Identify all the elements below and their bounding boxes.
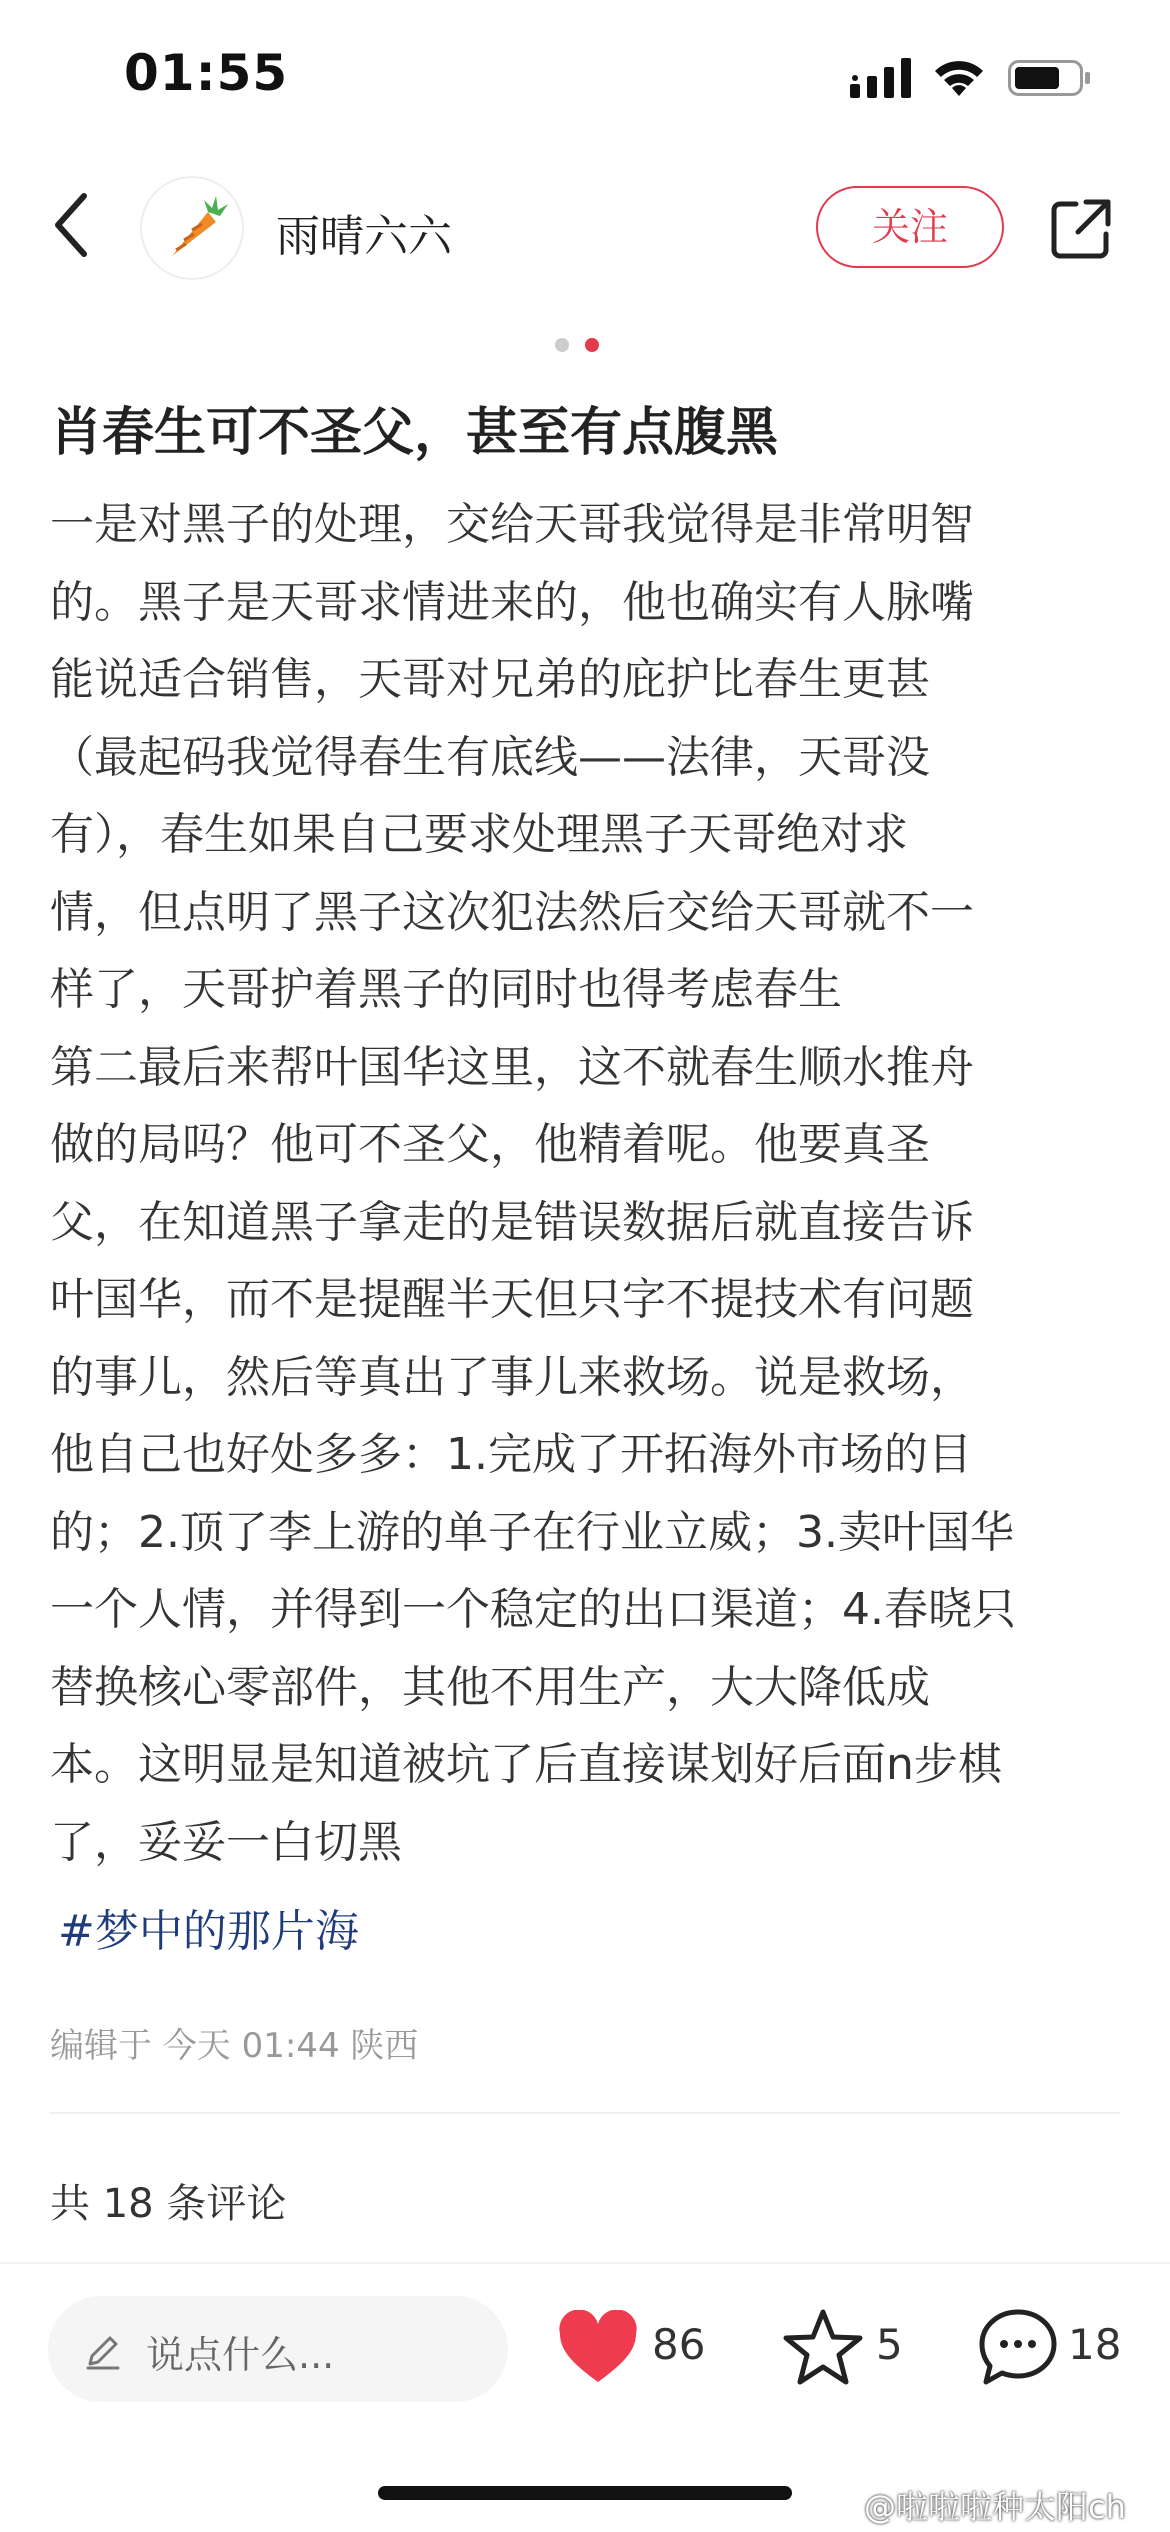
body-line: 样了，天哥护着黑子的同时也得考虑春生 bbox=[50, 964, 842, 1015]
divider bbox=[50, 2112, 1120, 2114]
carrot-icon bbox=[142, 178, 242, 278]
cellular-signal-icon bbox=[850, 58, 914, 98]
pager-dot-active bbox=[585, 338, 599, 352]
body-line: 的事儿，然后等真出了事儿来救场。说是救场， bbox=[50, 1351, 974, 1403]
pager-dot bbox=[555, 338, 569, 352]
image-pager-dots bbox=[555, 338, 605, 352]
share-icon[interactable] bbox=[1048, 196, 1114, 262]
body-line: 第二最后来帮叶国华这里，这不就春生顺水推舟 bbox=[50, 1041, 974, 1093]
author-name[interactable]: 雨晴六六 bbox=[276, 211, 452, 262]
star-icon[interactable] bbox=[780, 2306, 866, 2388]
collect-count: 5 bbox=[876, 2320, 903, 2369]
follow-button[interactable]: 关注 bbox=[816, 186, 1004, 268]
body-line: 能说适合销售，天哥对兄弟的庇护比春生更甚 bbox=[50, 654, 930, 705]
body-line: 父，在知道黑子拿走的是错误数据后就直接告诉 bbox=[50, 1196, 974, 1248]
body-line: 叶国华，而不是提醒半天但只字不提技术有问题 bbox=[50, 1274, 974, 1325]
back-arrow-icon[interactable] bbox=[50, 190, 94, 260]
status-time: 01:55 bbox=[124, 44, 289, 102]
like-count: 86 bbox=[652, 2320, 706, 2369]
edit-meta: 编辑于 今天 01:44 陕西 bbox=[50, 2026, 419, 2066]
comment-count: 18 bbox=[1068, 2320, 1122, 2369]
comment-bubble-icon[interactable] bbox=[976, 2306, 1060, 2388]
comment-total: 共 18 条评论 bbox=[50, 2181, 287, 2227]
body-line: 他自己也好处多多：1.完成了开拓海外市场的目 bbox=[50, 1429, 972, 1480]
body-line: 有），春生如果自己要求处理黑子天哥绝对求 bbox=[50, 809, 908, 860]
comment-input-placeholder: 说点什么... bbox=[146, 2333, 335, 2377]
divider bbox=[0, 2262, 1170, 2264]
body-line: 的；2.顶了李上游的单子在行业立威；3.卖叶国华 bbox=[50, 1506, 1014, 1558]
body-line: 了，妥妥一白切黑 bbox=[50, 1816, 402, 1868]
home-indicator[interactable] bbox=[378, 2486, 792, 2500]
post-body bbox=[50, 486, 1120, 1881]
watermark-text: @啦啦啦种太阳ch bbox=[864, 2488, 1126, 2526]
body-line: 做的局吗？他可不圣父，他精着呢。他要真圣 bbox=[50, 1119, 930, 1170]
heart-icon[interactable] bbox=[556, 2310, 640, 2386]
body-line: 本。这明显是知道被坑了后直接谋划好后面n步棋 bbox=[50, 1739, 1002, 1790]
pencil-icon bbox=[84, 2332, 122, 2370]
body-line: 的。黑子是天哥求情进来的，他也确实有人脉嘴 bbox=[50, 576, 974, 628]
author-avatar[interactable] bbox=[140, 176, 244, 280]
comment-input[interactable] bbox=[48, 2296, 508, 2402]
body-line: （最起码我觉得春生有底线——法律，天哥没 bbox=[50, 731, 930, 783]
body-line: 一个人情，并得到一个稳定的出口渠道；4.春晓只 bbox=[50, 1584, 1016, 1635]
wifi-icon bbox=[932, 56, 986, 100]
body-line: 情，但点明了黑子这次犯法然后交给天哥就不一 bbox=[50, 886, 974, 938]
body-line: 替换核心零部件，其他不用生产，大大降低成 bbox=[50, 1661, 930, 1713]
body-line: 一是对黑子的处理，交给天哥我觉得是非常明智 bbox=[50, 499, 974, 550]
battery-icon bbox=[1008, 60, 1092, 96]
post-title: 肖春生可不圣父，甚至有点腹黑 bbox=[50, 403, 779, 463]
topic-tag-link[interactable]: #梦中的那片海 bbox=[58, 1906, 359, 1957]
